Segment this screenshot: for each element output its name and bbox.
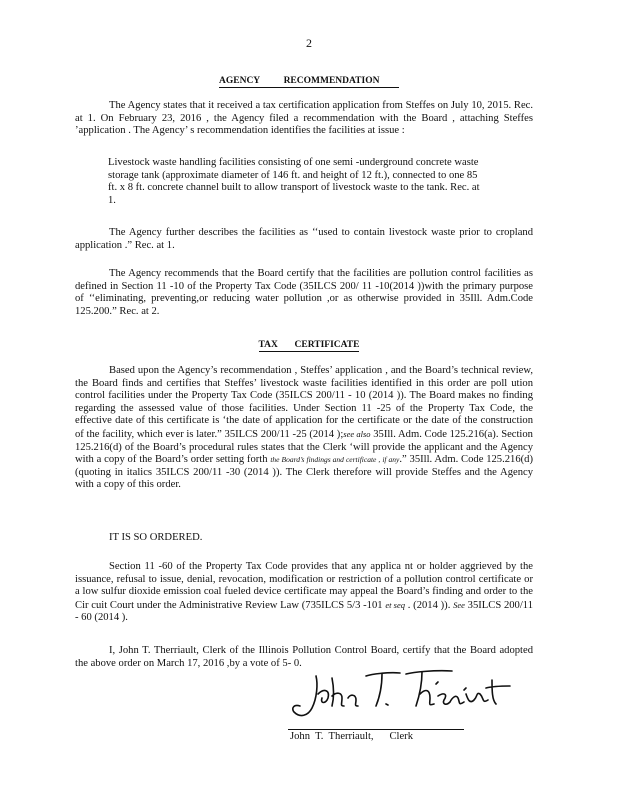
agency-recommendation-heading [0, 76, 618, 88]
appeal-text-b: . (2014 )). [407, 599, 451, 611]
et-seq-citation: et seq [385, 599, 406, 610]
tax-certificate-heading-text: TAX CERTIFICATE [258, 340, 360, 350]
agency-recommends-paragraph: The Agency recommends that the Board certify that the facilities are pollution control facilities as defined in Section 11 -10 of the Property Tax Code (35ILCS 200/ 11 -10(2014 ))with the primary purpose of ‘‘eliminating, preventing,or reducing water pollution ,or as otherwise provided in 35Ill. Adm.Code 125.200.” Rec. at 2. [75, 268, 533, 317]
appeal-text-a: Section 11 -60 of the Property Tax Code provides that any applica nt or holder aggrieved by the issuance, refusal to issue, denial, revocation, modification or restriction of a pollution control certificate or a low sulfur dioxide emission coal fueled device certificate may appeal the Board’s finding and order to the Cir cuit Court under the Administrative Review Law (735ILCS 5/3 -101 [75, 561, 533, 611]
it-is-so-ordered: IT IS SO ORDERED. [109, 532, 203, 543]
tax-certificate-heading [0, 340, 618, 352]
signature-line [288, 729, 464, 730]
agency-recommendation-heading-text: AGENCY RECOMMENDATION [219, 76, 399, 88]
findings-quote-italic: the Board’s findings and certificate , if any [270, 455, 400, 465]
clerk-certification-paragraph: I, John T. Therriault, Clerk of the Illinois Pollution Control Board, certify that the Board adopted the above order on March 17, 2016 ,by a vote of 5- 0. [75, 645, 533, 669]
findings-text-a: Based upon the Agency’s recommendation , Steffes’ application , and the Board’s technical review, the Board finds and certifies that Steffes’ livestock waste facilities identified in this order are poll ution control facilities under the Property Tax Code (35ILCS 200/11 - 10 (2014 )). The Board makes no finding regarding the assessed value of those facilities. Under Section 11 -25 of the Property Tax Code, the effective date of this certificate is ‘the date of application for the certificate or the date of the construction of the facility, which ever is later.” 35ILCS 200/11 -25 (2014 ); [75, 365, 533, 440]
appeal-rights-paragraph [75, 561, 533, 625]
findings-text-c: .” 35Ill. Adm. Code 125.216(d) (quoting in italics 35ILCS 200/11 -30 (2014 )). The Clerk therefore will provide Steffes and the Agency with a copy of this order. [75, 454, 533, 491]
handwritten-signature-icon [288, 664, 528, 724]
facility-description-quote: Livestock waste handling facilities consisting of one semi -underground concrete waste storage tank (approximate diameter of 146 ft. and height of 12 ft.), connected to one 85 ft. x 8 ft. concrete channel built to allow transport of livestock waste to the tank. Rec. at 1. [108, 157, 480, 206]
agency-further-description-paragraph: The Agency further describes the facilities as ‘‘used to contain livestock waste prior to cropland application .” Rec. at 1. [75, 227, 533, 251]
signatory-name: John T. Therriault, Clerk [290, 731, 413, 742]
appeal-text-c: 35ILCS 200/11 - 60 (2014 ). [75, 599, 533, 624]
page-number: 2 [306, 36, 312, 50]
agency-statement-paragraph: The Agency states that it received a tax certification application from Steffes on July 10, 2015. Rec. at 1. On February 23, 2016 , the Agency filed a recommendation with the Board , attaching Steffes ’application . The Agency’ s recommendation identifies the facilities at issue : [75, 100, 533, 137]
board-findings-paragraph [75, 365, 533, 492]
see-citation: See [453, 599, 465, 610]
see-also-citation: see also [343, 428, 371, 439]
findings-text-b: 35Ill. Adm. Code 125.216(a). Section 125.216(d) of the Board’s procedural rules states that the Clerk ‘will provide the applicant and the Agency with a copy of the Board’s order setting forth [75, 428, 533, 466]
